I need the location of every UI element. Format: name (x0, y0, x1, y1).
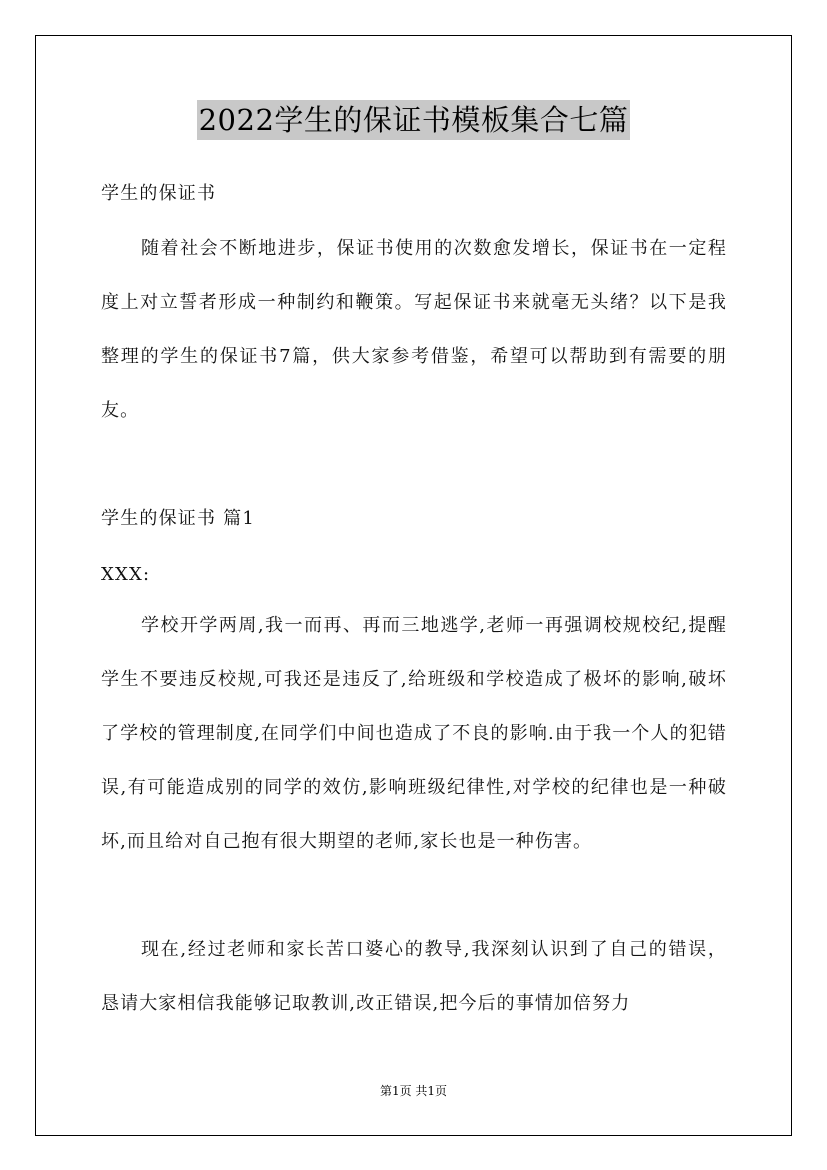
salutation: XXX: (101, 564, 151, 585)
intro-paragraph: 随着社会不断地进步，保证书使用的次数愈发增长，保证书在一定程度上对立誓者形成一种制约和鞭策。写起保证书来就毫无头绪？以下是我整理的学生的保证书7篇，供大家参考借鉴，希望可以帮助到有需要的朋友。 (101, 238, 727, 421)
page-footer: 第1页 共1页 (379, 1084, 448, 1098)
section-heading: 学生的保证书 (101, 183, 217, 204)
document-title: 2022学生的保证书模板集合七篇 (197, 100, 631, 140)
title-wrap (0, 100, 827, 140)
section1-heading: 学生的保证书 篇1 (101, 508, 255, 529)
body-paragraph-2: 现在,经过老师和家长苦口婆心的教导,我深刻认识到了自己的错误，恳请大家相信我能够记取教训,改正错误,把今后的事情加倍努力 (101, 939, 727, 1014)
body-paragraph-1: 学校开学两周,我一而再、再而三地逃学,老师一再强调校规校纪,提醒学生不要违反校规,可我还是违反了,给班级和学校造成了极坏的影响,破坏了学校的管理制度,在同学们中间也造成了不良的影响.由于我一个人的犯错误,有可能造成别的同学的效仿,影响班级纪律性,对学校的纪律也是一种破坏,而且给对自己抱有很大期望的老师,家长也是一种伤害。 (101, 615, 727, 852)
